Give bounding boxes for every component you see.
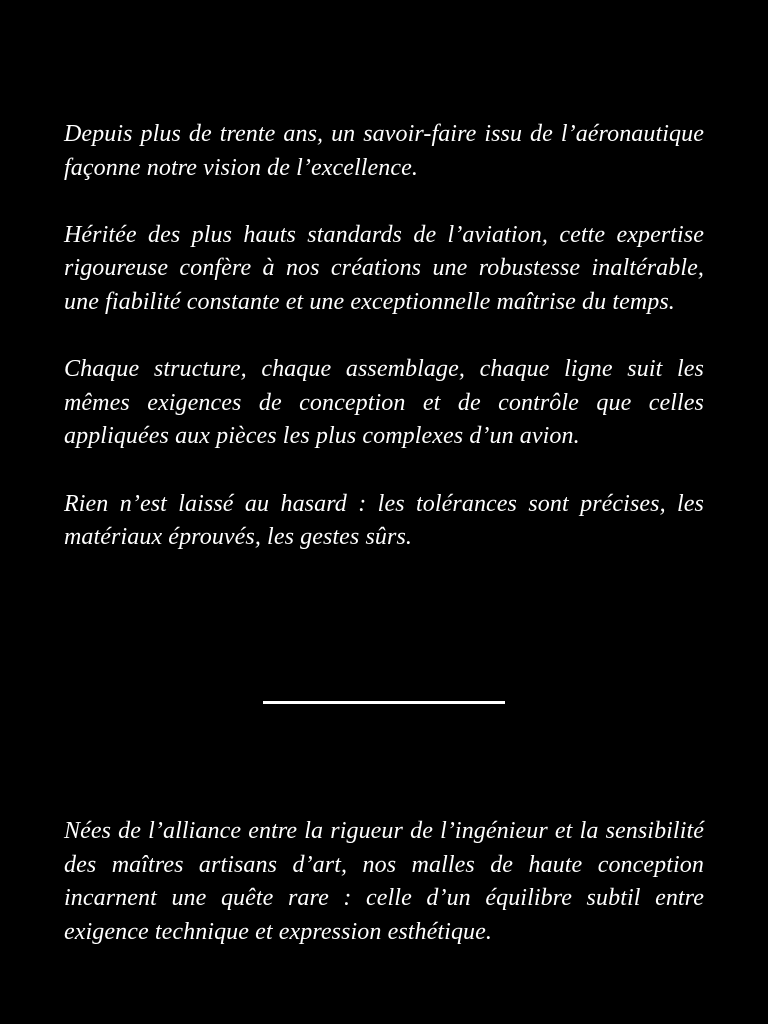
paragraph-closing: Nées de l’alliance entre la rigueur de l’ingénieur et la sensibilité des maîtres artisans d’art, nos malles de haute conception incarnent une quête rare : celle d’un équilibre subtil entre exigence technique et expression esthétique. — [64, 818, 704, 945]
paragraph-structure: Chaque structure, chaque assemblage, chaque ligne suit les mêmes exigences de conception et de contrôle que celles appliquées aux pièces les plus complexes d’un avion. — [64, 356, 704, 450]
intro-text-block — [64, 118, 704, 555]
paragraph-heritage: Depuis plus de trente ans, un savoir-faire issu de l’aéronautique façonne notre vision de l’excellence. — [64, 121, 704, 181]
divider-line — [263, 701, 505, 704]
paragraph-standards: Héritée des plus hauts standards de l’aviation, cette expertise rigoureuse confère à nos créations une robustesse inaltérable, une fiabilité constante et une exceptionnelle maîtrise du temps. — [64, 221, 704, 315]
closing-text-block — [64, 815, 704, 949]
paragraph-precision: Rien n’est laissé au hasard : les tolérances sont précises, les matériaux éprouvés, les gestes sûrs. — [64, 490, 704, 551]
